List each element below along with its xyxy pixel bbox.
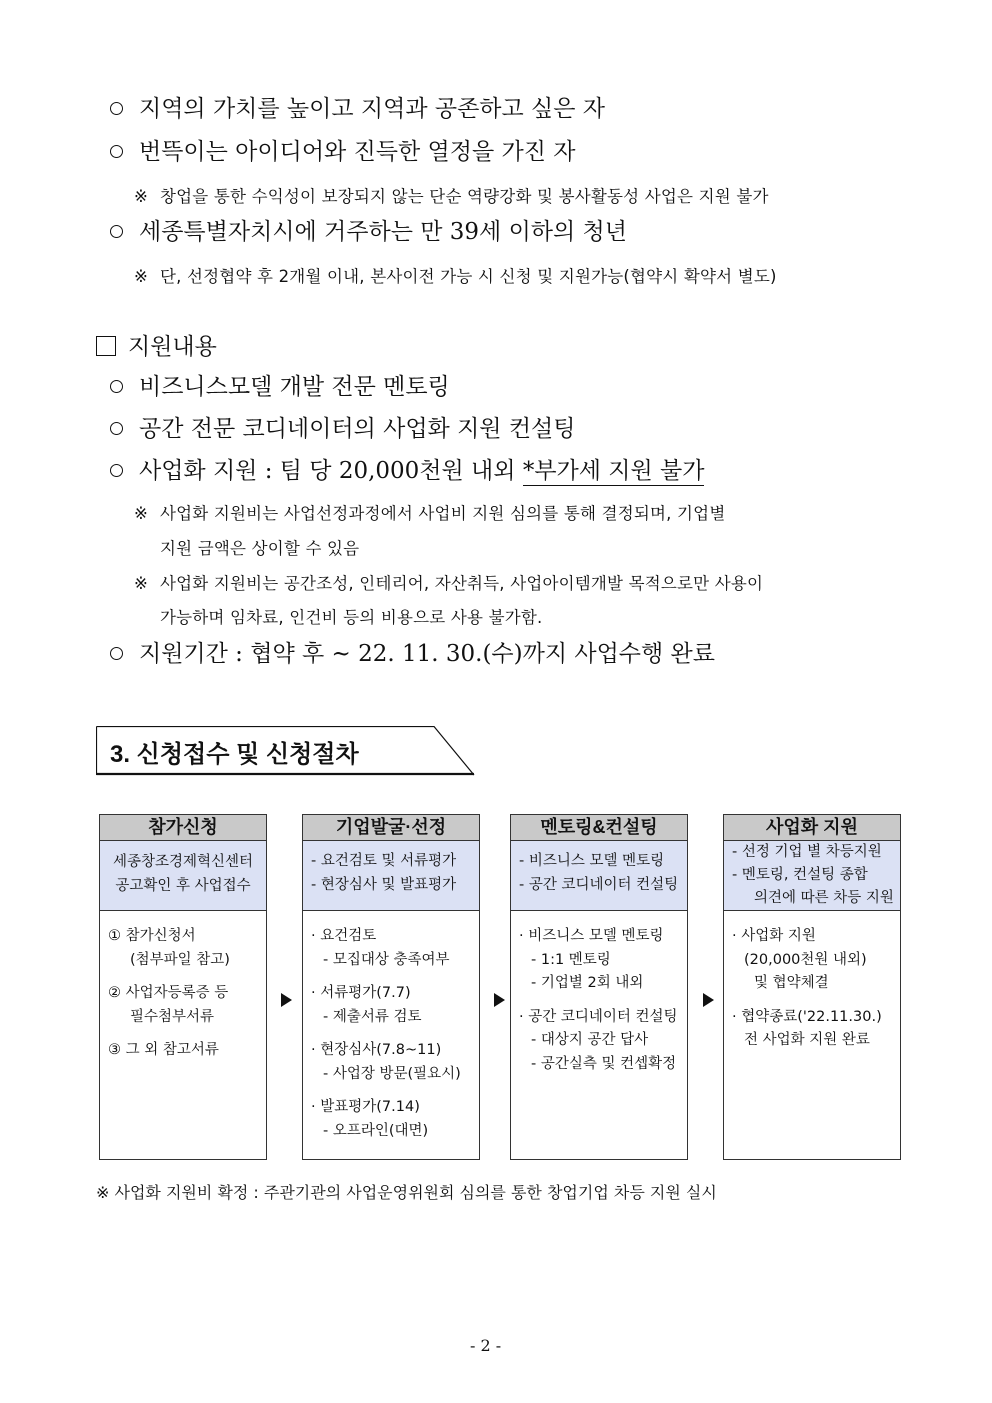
detail-line: - 사업장 방문(필요시) bbox=[323, 1065, 461, 1082]
step-summary: 세종창조경제혁신센터 공고확인 후 사업접수 bbox=[100, 841, 266, 911]
support-note-1-line-2: 지원 금액은 상이할 수 있음 bbox=[160, 539, 360, 558]
section-title: 3. 신청접수 및 신청절차 bbox=[110, 741, 359, 768]
detail-line: - 모집대상 충족여부 bbox=[323, 951, 450, 968]
eligibility-item-2: 번뜩이는 아이디어와 진득한 열정을 가진 자 bbox=[110, 133, 575, 166]
detail-line: (20,000천원 내외) bbox=[744, 951, 867, 968]
step-details bbox=[724, 911, 900, 1053]
vat-note: *부가세 지원 불가 bbox=[522, 458, 705, 484]
detail-line: · 발표평가(7.14) bbox=[311, 1099, 420, 1115]
checkbox-square-icon bbox=[96, 336, 116, 356]
support-note-1-line-1: ※ 사업화 지원비는 사업선정과정에서 사업비 지원 심의를 통해 결정되며, 기업별 bbox=[134, 504, 726, 523]
page-number: - 2 - bbox=[470, 1336, 502, 1355]
arrow-right-icon bbox=[281, 993, 292, 1007]
circle-bullet-icon bbox=[110, 145, 123, 158]
detail-line: (첨부파일 참고) bbox=[130, 951, 230, 968]
circle-bullet-icon bbox=[110, 102, 123, 115]
detail-line: · 서류평가(7.7) bbox=[311, 985, 411, 1001]
arrow-right-icon bbox=[494, 993, 505, 1007]
support-note-2-line-2: 가능하며 임차료, 인건비 등의 비용으로 사용 불가함. bbox=[160, 608, 543, 627]
process-step-1 bbox=[99, 814, 267, 1160]
detail-line: - 1:1 멘토링 bbox=[531, 951, 611, 968]
eligibility-note-1: ※ 창업을 통한 수익성이 보장되지 않는 단순 역량강화 및 봉사활동성 사업은 지원 불가 bbox=[134, 187, 769, 206]
reference-mark-icon: ※ bbox=[134, 267, 149, 286]
step-details bbox=[511, 911, 687, 1076]
reference-mark-icon: ※ bbox=[134, 504, 149, 523]
detail-line: ① 참가신청서 bbox=[108, 928, 196, 944]
process-step-2 bbox=[302, 814, 480, 1160]
support-item-1: 비즈니스모델 개발 전문 멘토링 bbox=[110, 368, 450, 401]
footnote: ※ 사업화 지원비 확정 : 주관기관의 사업운영위원회 심의를 통한 창업기업 차등 지원 실시 bbox=[96, 1183, 717, 1202]
step-header: 멘토링&컨설팅 bbox=[511, 815, 687, 841]
detail-line: · 비즈니스 모델 멘토링 bbox=[519, 928, 664, 944]
detail-line: - 기업별 2회 내외 bbox=[531, 975, 644, 991]
detail-line: · 사업화 지원 bbox=[732, 928, 816, 944]
circle-bullet-icon bbox=[110, 422, 123, 435]
detail-line: 전 사업화 지원 완료 bbox=[744, 1032, 870, 1048]
detail-line: · 요건검토 bbox=[311, 928, 377, 944]
reference-mark-icon: ※ bbox=[134, 574, 149, 593]
detail-line: - 오프라인(대면) bbox=[323, 1122, 429, 1139]
detail-line: - 공간실측 및 컨셉확정 bbox=[531, 1055, 677, 1072]
step-details bbox=[303, 911, 479, 1143]
eligibility-item-1: 지역의 가치를 높이고 지역과 공존하고 싶은 자 bbox=[110, 90, 605, 123]
detail-line: - 대상지 공간 답사 bbox=[531, 1032, 649, 1048]
arrow-right-icon bbox=[703, 993, 714, 1007]
support-item-3: 사업화 지원 : 팀 당 20,000천원 내외 *부가세 지원 불가 bbox=[110, 452, 704, 485]
reference-mark-icon: ※ bbox=[134, 187, 149, 206]
detail-line: ③ 그 외 참고서류 bbox=[108, 1042, 219, 1058]
detail-line: ② 사업자등록증 등 bbox=[108, 985, 229, 1001]
support-item-4: 지원기간 : 협약 후 ~ 22. 11. 30.(수)까지 사업수행 완료 bbox=[110, 635, 715, 668]
circle-bullet-icon bbox=[110, 647, 123, 660]
detail-line: 및 협약체결 bbox=[754, 975, 829, 991]
step-summary: - 요건검토 및 서류평가 - 현장심사 및 발표평가 bbox=[303, 841, 479, 911]
section-3-banner bbox=[96, 726, 476, 776]
support-note-2-line-1: ※ 사업화 지원비는 공간조성, 인테리어, 자산취득, 사업아이템개발 목적으로만 사용이 bbox=[134, 574, 764, 593]
step-details bbox=[100, 911, 266, 1063]
eligibility-item-3: 세종특별자치시에 거주하는 만 39세 이하의 청년 bbox=[110, 213, 627, 246]
detail-line: - 제출서류 검토 bbox=[323, 1008, 422, 1025]
process-step-3 bbox=[510, 814, 688, 1160]
detail-line: 필수첨부서류 bbox=[130, 1008, 215, 1025]
step-summary: - 선정 기업 별 차등지원 - 멘토링, 컨설팅 종합 의견에 따른 차등 지원 bbox=[724, 841, 900, 911]
support-heading: 지원내용 bbox=[96, 328, 217, 361]
detail-line: · 현장심사(7.8~11) bbox=[311, 1042, 442, 1058]
detail-line: · 협약종료('22.11.30.) bbox=[732, 1008, 882, 1025]
step-header: 사업화 지원 bbox=[724, 815, 900, 841]
step-header: 참가신청 bbox=[100, 815, 266, 841]
support-item-2: 공간 전문 코디네이터의 사업화 지원 컨설팅 bbox=[110, 410, 575, 443]
step-header: 기업발굴·선정 bbox=[303, 815, 479, 841]
eligibility-note-2: ※ 단, 선정협약 후 2개월 이내, 본사이전 가능 시 신청 및 지원가능(협약시 확약서 별도) bbox=[134, 267, 777, 286]
step-summary: - 비즈니스 모델 멘토링 - 공간 코디네이터 컨설팅 bbox=[511, 841, 687, 911]
circle-bullet-icon bbox=[110, 380, 123, 393]
circle-bullet-icon bbox=[110, 225, 123, 238]
process-step-4 bbox=[723, 814, 901, 1160]
circle-bullet-icon bbox=[110, 464, 123, 477]
detail-line: · 공간 코디네이터 컨설팅 bbox=[519, 1008, 678, 1025]
